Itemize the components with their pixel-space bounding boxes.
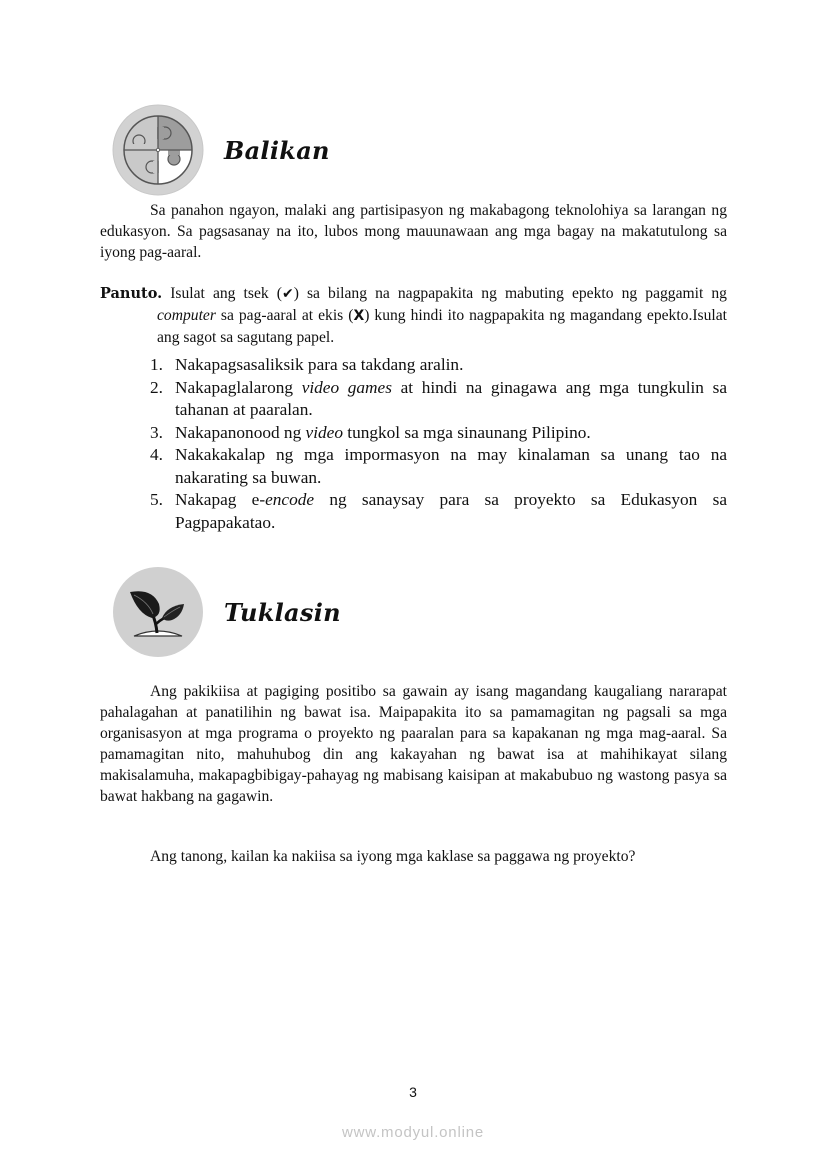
tuklasin-title: Tuklasin: [224, 597, 341, 627]
tuklasin-question-text: Ang tanong, kailan ka nakiisa sa iyong mga kaklase sa paggawa ng proyekto?: [150, 848, 636, 865]
item-text: Nakapaglalarong: [175, 377, 302, 397]
item-number: 5.: [150, 490, 163, 509]
item-text: tungkol sa mga sinaunang Pilipino.: [342, 422, 591, 442]
item-text: Nakapanonood ng: [175, 422, 306, 442]
item-italic: encode: [265, 490, 315, 509]
tuklasin-paragraph: [100, 681, 727, 807]
item-number: 3.: [150, 422, 163, 442]
list-item: [150, 444, 727, 489]
item-number: 2.: [150, 377, 163, 397]
item-text: at hindi na ginagawa ang mga tungkulin sa tahanan at paaralan.: [175, 377, 727, 419]
item-italic: video games: [301, 377, 392, 397]
plant-sprout-icon: [112, 566, 204, 658]
item-text: Nakapagsasaliksik para sa takdang aralin.: [175, 355, 464, 374]
balikan-title: Balikan: [224, 135, 330, 165]
check-icon: ✔: [281, 286, 294, 302]
x-mark-icon: X: [353, 308, 365, 324]
item-text: ng sanaysay para sa proyekto sa Edukasyon sa Pagpapakatao.: [175, 490, 727, 532]
list-item: [150, 377, 727, 422]
item-number: 4.: [150, 445, 163, 464]
puzzle-icon: [112, 104, 204, 196]
panuto-text: sa pag-aaral at ekis (: [215, 307, 354, 324]
balikan-item-list: [150, 354, 727, 534]
list-item: [150, 489, 727, 534]
item-number: 1.: [150, 355, 163, 374]
item-text: Nakapag e-: [175, 490, 266, 509]
item-text: Nakakakalap ng mga impormasyon na may kinalaman sa unang tao na nakarating sa buwan.: [175, 445, 727, 487]
panuto-instructions: [100, 283, 727, 348]
balikan-intro: [100, 200, 727, 263]
list-item: [150, 354, 727, 377]
panuto-label: Panuto.: [100, 285, 163, 302]
watermark: www.modyul.online: [342, 1124, 484, 1141]
tuklasin-header: [112, 566, 341, 658]
panuto-text: ) sa bilang na nagpapakita ng mabuting epekto ng paggamit ng: [293, 285, 727, 302]
page-number: 3: [409, 1084, 417, 1100]
tuklasin-question: [100, 846, 727, 867]
balikan-header: [112, 104, 330, 196]
item-italic: video: [305, 422, 343, 442]
panuto-computer-word: computer: [157, 307, 216, 324]
balikan-intro-text: Sa panahon ngayon, malaki ang partisipasyon ng makabagong teknolohiya sa larangan ng edukasyon. Sa pagsasanay na ito, lubos mong mauunawaan ang mga bagay na makatutulong sa iyong pag-aaral.: [100, 202, 727, 261]
panuto-text: Isulat ang tsek (: [162, 285, 282, 302]
list-item: [150, 422, 727, 445]
tuklasin-paragraph-text: Ang pakikiisa at pagiging positibo sa gawain ay isang magandang kaugaliang nararapat pahalagahan at panatilihin ng bawat isa. Maipapakita ito sa pamamagitan ng pagsali sa mga organisasyon at mga programa o proyekto ng paaralan para sa kapakanan ng mga mag-aaral. Sa pamamagitan nito, mahuhubog din ang kakayahan ng bawat isa at mahihikayat silang makisalamuha, makapagbibigay-pahayag ng mabisang kaisipan at makabubuo ng wastong pasya sa bawat hakbang na gagawin.: [100, 683, 727, 805]
panuto-text: ) kung hindi ito nagpapakita ng magandang epekto.Isulat ang sagot sa sagutang papel.: [157, 307, 728, 346]
